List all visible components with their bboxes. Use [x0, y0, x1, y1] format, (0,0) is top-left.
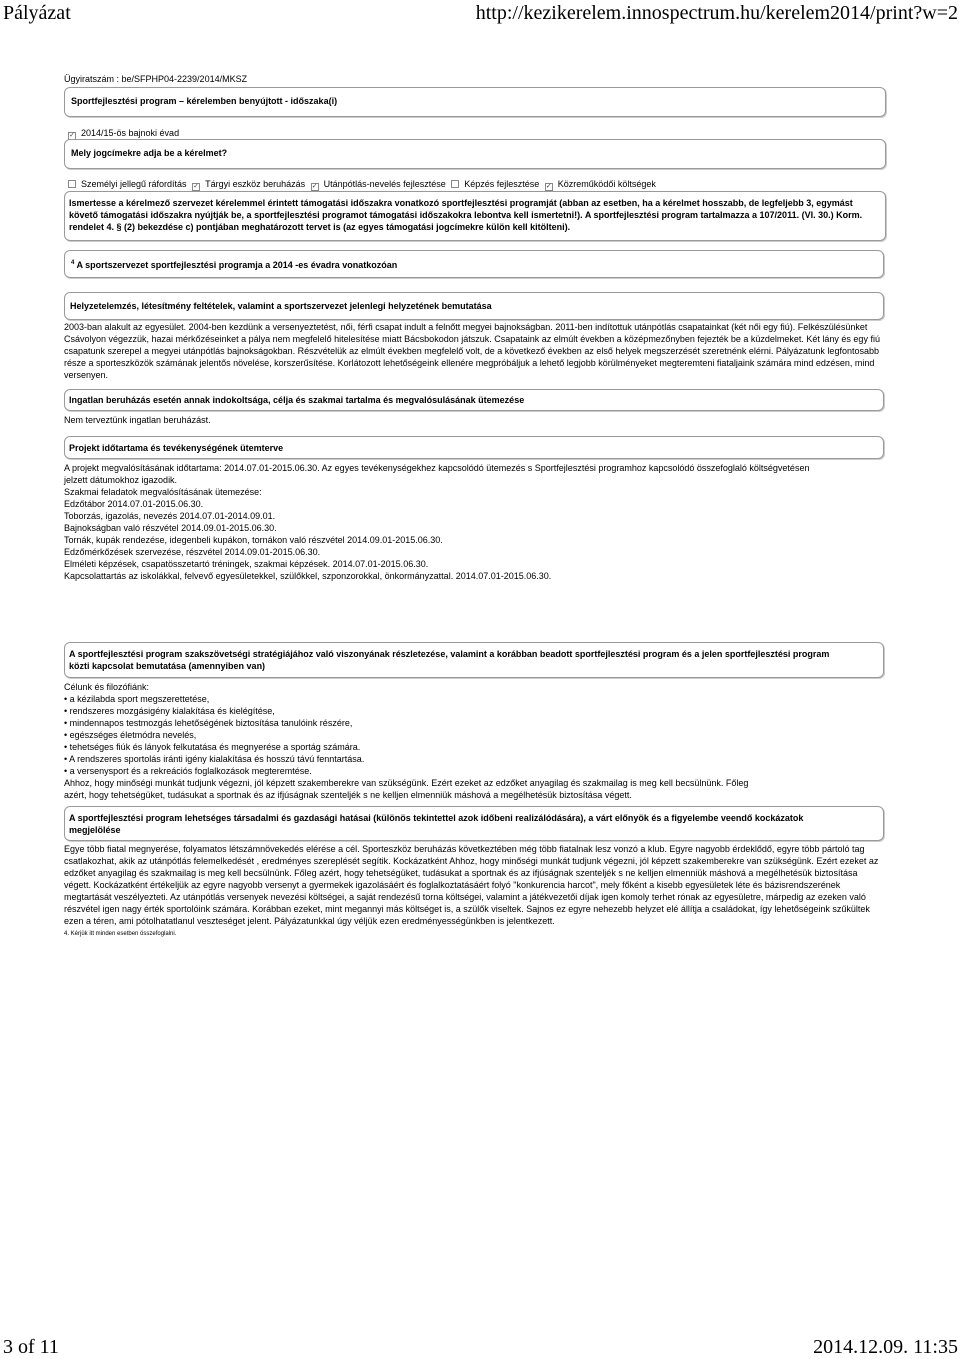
philosophy-line: • a versenysport és a rekreációs foglalkozások megteremtése.	[64, 766, 312, 776]
periods-box	[64, 87, 886, 117]
section2-box	[64, 389, 884, 411]
instruction-box	[64, 191, 886, 241]
schedule-line: Edzőmérkőzések szervezése, részvétel 2014.09.01-2015.06.30.	[64, 547, 321, 557]
philosophy-line: • a kézilabda sport megszerettetése,	[64, 694, 210, 704]
page-header-url: http://kezikerelem.innospectrum.hu/kerelem2014/print?w=2	[475, 2, 958, 24]
option-checkbox-kozremukodoi[interactable]: ✓	[545, 183, 552, 190]
period-option	[68, 127, 179, 139]
schedule-line: Tornák, kupák rendezése, idegenbeli kupákon, tornákon való részvétel 2014.09.01-2015.06.30.	[64, 535, 443, 545]
instruction-text: Ismertesse a kérelmező szervezet kérelemmel érintett támogatási időszakra vonatkozó sportfejlesztési programját (abban az esetben, ha a kérelmet hosszabb, de legfeljebb 3, egymást követő támogatási időszakra nyújtják be, a sportfejlesztési programot támogatási időszakokra lebontva kell ismertetni!). A sportfejlesztési program tartalmazza a 107/2011. (VI. 30.) Korm. rendelet 4. § (2) bekezdése c) pontjában meghatározott tervet is (az egyes támogatási jogcímekre külön kell kitölteni).	[69, 198, 863, 232]
section2-title: Ingatlan beruházás esetén annak indokoltsága, célja és szakmai tartalma és megvalósulásának ütemezése	[69, 395, 525, 405]
option-checkbox-targyi[interactable]: ✓	[193, 183, 200, 190]
section4-title: A sportfejlesztési program szakszövetségi stratégiájához való viszonyának részletezése, valamint a korábban beadott sportfejlesztési program és a jelen sportfejlesztési program közti kapcsolat bemutatása (amennyiben van)	[69, 649, 830, 671]
philosophy-line: Célunk és filozófiánk:	[64, 682, 150, 692]
program-box	[64, 250, 884, 278]
period-checkbox[interactable]: ✓	[69, 132, 75, 139]
footnote: 4. Kérjük itt minden esetben összefoglalni.	[64, 931, 177, 937]
section5-box	[64, 806, 884, 841]
schedule-line: Kapcsolattartás az iskolákkal, felvevő egyesületekkel, szülőkkel, szponzorokkal, önkormányzattal. 2014.07.01-2015.06.30.	[64, 571, 552, 581]
grounds-box-title: Mely jogcímekre adja be a kérelmet?	[71, 148, 228, 158]
philosophy-line: • A rendszeres sportolás iránti igény kialakítása és hosszú távú fenntartása.	[64, 754, 365, 764]
schedule-line: Szakmai feladatok megvalósításának ütemezése:	[64, 487, 262, 497]
section1-title: Helyzetelemzés, létesítmény feltételek, valamint a sportszervezet jelenlegi helyzetének bemutatása	[70, 301, 492, 311]
grounds-options	[68, 178, 659, 190]
page-footer-page-number: 3 of 11	[3, 1336, 59, 1358]
section5-text: Egye több fiatal megnyerése, folyamatos létszámnövekedés elérése a cél. Sporteszköz beruházás következtében még több fiatalnak lesz vonzó a klub. Egyre nagyobb érdeklődő, egyre több pártoló tag csatlakozhat, akik az utánpótlás felemelkedését , eredményes szereplését segítik. Kockázatként Ahhoz, hogy minőségi munkát tudjunk végezni, jól képzett szakemberekre van szükségünk. Ezért ezeket az edzőket anyagilag és szakmailag is meg kell becsülnünk. Főleg azért, hogy tehetségüket, tudásukat a sportnak és az ifjúságnak szenteljék s ne kelljen elmenniük máshová a megélhetésük biztosítása végett. Kockázatként értékeljük az egyre nagyobb versenyt a gyermekek igazolásáért és foglalkoztatásáért folyó "konkurencia harcot", mely főként a kisebb egyesületek léte és bázisrendszerének megtartását veszélyezteti. Az utánpótlás versenyek nevezési költségei, a saját rendezésű torna költségei, valamint a játékvezetői díjak igen komoly terhet rónak az egyesületre, márpedig az ezeken való részvétel igen nagy érték sportolóink számára. Korábban ezeket, mint megannyi más költséget is, a szülők viseltek. Sajnos ez egyre nehezebb helyzet elé állítja a családokat, így lehetőségeink szűkültek ezen a téren, ami pótolhatatlanul veszteséget jelent. Pályázatunkkal úgy véljük ezen eredményességünkben is jelentkezett.	[64, 844, 879, 926]
section4-box	[64, 642, 884, 678]
program-box-title: $^4$ A sportszervezet sportfejlesztési programja a 2014 -es évadra vonatkozóan	[71, 260, 398, 270]
philosophy-line: • mindennapos testmozgás lehetőségének biztosítása tanulóink részére,	[64, 718, 353, 728]
section2-text: Nem terveztünk ingatlan beruházást.	[64, 415, 211, 425]
footnote-ref: 4	[71, 260, 75, 266]
schedule-line: Edzőtábor 2014.07.01-2015.06.30.	[64, 499, 204, 509]
schedule-line: Elméleti képzések, csapatösszetartó tréningek, szakmai képzések. 2014.07.01-2015.06.30.	[64, 559, 429, 569]
option-checkbox-utanpotlas[interactable]: ✓	[311, 183, 318, 190]
section3-box	[64, 436, 884, 459]
section1-text: 2003-ban alakult az egyesület. 2004-ben kezdünk a versenyeztetést, női, férfi csapat indult a felnőtt megyei bajnokságban. 2011-ben indítottuk utánpótlás csapatainkat (két női egy fiú). Felkészülésünket Csávolyon végezzük, hazai mérkőzéseinket a pálya nem megfelelő hitelesítése miatt Bácsbokodon játszuk. Csapataink az elmúlt években a középmezőnyben fejezték be a küzdelmeket. Két lány és egy fiú csapatunk szerepel a megyei utánpótlás bajnokságokban. Részvételük az elmúlt években megfelelő volt, de a következő években az első helyek megszerzését szeretnénk elérni. Pályázatunk legfontosabb része a sporteszközök számának jelentős növelése, korszerűsítése. Korlátozott lehetőségeink ellenére megpróbáljuk a lehető legjobb körülményeket megteremteni fiataljaink számára mind edzésen, mind versenyen.	[64, 322, 880, 380]
page-header-title: Pályázat	[3, 2, 71, 24]
section3-title: Projekt időtartama és tevékenységének ütemterve	[69, 443, 284, 453]
section3-schedule	[64, 462, 886, 582]
philosophy-line: • rendszeres mozgásigény kialakítása és kielégítése,	[64, 706, 275, 716]
philosophy-line: • tehetséges fiúk és lányok felkutatása és megnyerése a sportág számára.	[64, 742, 361, 752]
schedule-line: A projekt megvalósításának időtartama: 2014.07.01-2015.06.30. Az egyes tevékenységekhez kapcsolódó ütemezés s Sportfejlesztési programhoz kapcsolódó összefoglaló költségvetésen	[64, 463, 810, 473]
option-szemelyi: Személyi jellegű ráfordítás	[68, 179, 187, 189]
option-kepzes: Képzés fejlesztése	[451, 179, 539, 189]
schedule-line: Toborzás, igazolás, nevezés 2014.07.01-2014.09.01.	[64, 511, 276, 521]
section5-title: A sportfejlesztési program lehetséges társadalmi és gazdasági hatásai (különös tekintettel azok időbeni realizálódására), a várt előnyök és a figyelembe veendő kockázatok megjelölése	[69, 813, 804, 835]
period-label: 2014/15-ös bajnoki évad	[81, 128, 180, 138]
option-kozremukodoi: ✓ Közreműködői költségek	[545, 179, 656, 190]
option-targyi: ✓ Tárgyi eszköz beruházás	[193, 179, 306, 190]
option-checkbox-kepzes[interactable]	[451, 180, 459, 188]
section4-text	[64, 681, 886, 801]
option-utanpotlas: ✓ Utánpótlás-nevelés fejlesztése	[311, 179, 446, 190]
periods-box-title: Sportfejlesztési program – kérelemben benyújtott - időszaka(i)	[71, 96, 338, 106]
schedule-line: jelzett dátumokhoz igazodik.	[64, 475, 178, 485]
philosophy-line: Ahhoz, hogy minőségi munkát tudjunk végezni, jól képzett szakemberekre van szükségünk. Ezért ezeket az edzőket anyagilag és szakmailag is meg kell becsülnünk. Főleg	[64, 778, 749, 788]
philosophy-line: azért, hogy tehetségüket, tudásukat a sportnak és az ifjúságnak szenteljék s ne kelljen elmenniük máshová a megélhetésük biztosítása végett.	[64, 790, 632, 800]
page-footer-datetime: 2014.12.09. 11:35	[813, 1336, 958, 1358]
schedule-line: Bajnokságban való részvétel 2014.09.01-2015.06.30.	[64, 523, 277, 533]
section1-box	[64, 292, 884, 320]
case-number: Ügyiratszám : be/SFPHP04-2239/2014/MKSZ	[64, 74, 248, 84]
grounds-box	[64, 139, 886, 169]
philosophy-line: • egészséges életmódra nevelés,	[64, 730, 197, 740]
option-checkbox-szemelyi[interactable]	[68, 180, 76, 188]
